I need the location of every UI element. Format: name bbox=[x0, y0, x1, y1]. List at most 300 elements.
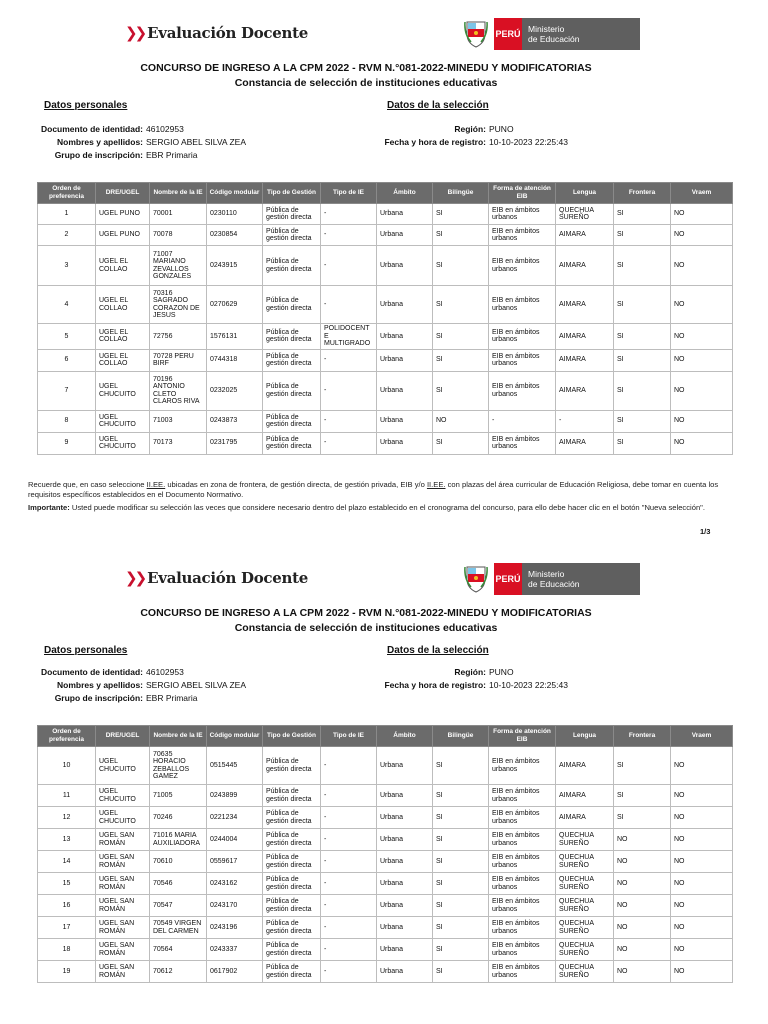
selection-data-heading: Datos de la selección bbox=[387, 645, 489, 656]
cell-language: AIMARA bbox=[556, 785, 614, 807]
table-row bbox=[38, 807, 733, 829]
cell-bilingual: SI bbox=[433, 851, 489, 873]
cell-order: 3 bbox=[38, 246, 96, 286]
cell-modular-code: 0243899 bbox=[207, 785, 263, 807]
cell-border: SI bbox=[614, 286, 671, 324]
cell-ie-name: 70196 ANTONIO CLETO CLAROS RIVA bbox=[150, 371, 207, 410]
selection-data-heading: Datos de la selección bbox=[387, 100, 489, 111]
cell-ie-name: 70612 bbox=[150, 961, 207, 983]
column-header-bilingual: Bilingüe bbox=[433, 726, 489, 747]
reminder-note: Recuerde que, en caso seleccione II.EE. ubicadas en zona de frontera, de gestión directa, de gestión privada, EIB y/o II.EE. con plazas del área curricular de Educación Religiosa, debe tomar en cuenta los requisitos específicos establecidos en el Documento Normativo. bbox=[28, 480, 719, 499]
cell-language: AIMARA bbox=[556, 371, 614, 410]
cell-management-type: Pública de gestión directa bbox=[263, 939, 321, 961]
cell-vraem: NO bbox=[671, 917, 733, 939]
cell-eib-form: EIB en ámbitos urbanos bbox=[489, 939, 556, 961]
cell-dre-ugel: UGEL SAN ROMÁN bbox=[96, 939, 150, 961]
cell-vraem: NO bbox=[671, 204, 733, 225]
cell-ie-type: - bbox=[321, 349, 377, 371]
column-header-ie-type: Tipo de IE bbox=[321, 183, 377, 204]
column-header-vraem: Vraem bbox=[671, 726, 733, 747]
cell-bilingual: SI bbox=[433, 349, 489, 371]
cell-language: - bbox=[556, 410, 614, 432]
cell-vraem: NO bbox=[671, 807, 733, 829]
cell-ie-name: 70316 SAGRADO CORAZON DE JESUS bbox=[150, 286, 207, 324]
cell-management-type: Pública de gestión directa bbox=[263, 785, 321, 807]
cell-border: NO bbox=[614, 873, 671, 895]
cell-ie-name: 71005 bbox=[150, 785, 207, 807]
cell-ie-type: - bbox=[321, 873, 377, 895]
cell-ie-type: - bbox=[321, 286, 377, 324]
cell-border: SI bbox=[614, 432, 671, 454]
cell-bilingual: SI bbox=[433, 873, 489, 895]
cell-bilingual: SI bbox=[433, 807, 489, 829]
page-header bbox=[0, 563, 768, 597]
table-row bbox=[38, 785, 733, 807]
cell-border: NO bbox=[614, 917, 671, 939]
cell-scope: Urbana bbox=[377, 204, 433, 225]
cell-modular-code: 0243337 bbox=[207, 939, 263, 961]
cell-eib-form: EIB en ámbitos urbanos bbox=[489, 324, 556, 350]
cell-border: SI bbox=[614, 807, 671, 829]
cell-modular-code: 0231795 bbox=[207, 432, 263, 454]
table-header-row bbox=[38, 183, 733, 204]
cell-order: 19 bbox=[38, 961, 96, 983]
cell-border: SI bbox=[614, 785, 671, 807]
cell-vraem: NO bbox=[671, 410, 733, 432]
cell-dre-ugel: UGEL EL COLLAO bbox=[96, 286, 150, 324]
cell-order: 4 bbox=[38, 286, 96, 324]
registration-date-field: Fecha y hora de registro: 10-10-2023 22:25:43 bbox=[384, 680, 568, 690]
table-row bbox=[38, 225, 733, 246]
cell-dre-ugel: UGEL CHUCUITO bbox=[96, 785, 150, 807]
cell-dre-ugel: UGEL SAN ROMÁN bbox=[96, 851, 150, 873]
cell-bilingual: SI bbox=[433, 829, 489, 851]
cell-eib-form: EIB en ámbitos urbanos bbox=[489, 747, 556, 785]
minedu-logo bbox=[462, 18, 640, 50]
brand-logo: ❯❯ Evaluación Docente bbox=[125, 569, 308, 587]
cell-ie-name: 70173 bbox=[150, 432, 207, 454]
cell-management-type: Pública de gestión directa bbox=[263, 286, 321, 324]
cell-eib-form: EIB en ámbitos urbanos bbox=[489, 829, 556, 851]
cell-management-type: Pública de gestión directa bbox=[263, 225, 321, 246]
column-header-dre-ugel: DRE/UGEL bbox=[96, 183, 150, 204]
personal-data-heading: Datos personales bbox=[44, 645, 128, 656]
cell-order: 12 bbox=[38, 807, 96, 829]
cell-bilingual: SI bbox=[433, 432, 489, 454]
cell-management-type: Pública de gestión directa bbox=[263, 961, 321, 983]
cell-ie-name: 71003 bbox=[150, 410, 207, 432]
table-row bbox=[38, 873, 733, 895]
cell-dre-ugel: UGEL EL COLLAO bbox=[96, 349, 150, 371]
cell-border: SI bbox=[614, 349, 671, 371]
minedu-logo bbox=[462, 563, 640, 595]
cell-language: AIMARA bbox=[556, 349, 614, 371]
cell-order: 8 bbox=[38, 410, 96, 432]
cell-border: NO bbox=[614, 961, 671, 983]
cell-order: 13 bbox=[38, 829, 96, 851]
cell-language: QUECHUA SUREÑO bbox=[556, 829, 614, 851]
cell-bilingual: SI bbox=[433, 324, 489, 350]
cell-language: QUECHUA SUREÑO bbox=[556, 851, 614, 873]
column-header-order: Orden de preferencia bbox=[38, 183, 96, 204]
page-number: 1/3 bbox=[700, 527, 711, 536]
cell-order: 10 bbox=[38, 747, 96, 785]
cell-scope: Urbana bbox=[377, 917, 433, 939]
group-field: Grupo de inscripción: EBR Primaria bbox=[54, 150, 198, 160]
cell-eib-form: EIB en ámbitos urbanos bbox=[489, 807, 556, 829]
region-field: Región: PUNO bbox=[454, 667, 514, 677]
cell-bilingual: SI bbox=[433, 747, 489, 785]
cell-vraem: NO bbox=[671, 851, 733, 873]
cell-eib-form: EIB en ámbitos urbanos bbox=[489, 349, 556, 371]
cell-scope: Urbana bbox=[377, 961, 433, 983]
cell-order: 11 bbox=[38, 785, 96, 807]
cell-vraem: NO bbox=[671, 747, 733, 785]
cell-border: NO bbox=[614, 895, 671, 917]
cell-ie-name: 71016 MARIA AUXILIADORA bbox=[150, 829, 207, 851]
table-row bbox=[38, 917, 733, 939]
cell-vraem: NO bbox=[671, 371, 733, 410]
cell-eib-form: EIB en ámbitos urbanos bbox=[489, 371, 556, 410]
cell-vraem: NO bbox=[671, 873, 733, 895]
table-row bbox=[38, 747, 733, 785]
group-field: Grupo de inscripción: EBR Primaria bbox=[54, 693, 198, 703]
table-row bbox=[38, 324, 733, 350]
cell-modular-code: 0232025 bbox=[207, 371, 263, 410]
column-header-border: Frontera bbox=[614, 183, 671, 204]
cell-modular-code: 0243162 bbox=[207, 873, 263, 895]
column-header-order: Orden de preferencia bbox=[38, 726, 96, 747]
cell-modular-code: 0270629 bbox=[207, 286, 263, 324]
cell-management-type: Pública de gestión directa bbox=[263, 807, 321, 829]
cell-eib-form: EIB en ámbitos urbanos bbox=[489, 851, 556, 873]
cell-scope: Urbana bbox=[377, 225, 433, 246]
cell-scope: Urbana bbox=[377, 939, 433, 961]
column-header-eib-form: Forma de atención EIB bbox=[489, 726, 556, 747]
cell-modular-code: 0559617 bbox=[207, 851, 263, 873]
cell-eib-form: EIB en ámbitos urbanos bbox=[489, 225, 556, 246]
cell-scope: Urbana bbox=[377, 829, 433, 851]
table-row bbox=[38, 432, 733, 454]
column-header-bilingual: Bilingüe bbox=[433, 183, 489, 204]
cell-management-type: Pública de gestión directa bbox=[263, 895, 321, 917]
cell-eib-form: EIB en ámbitos urbanos bbox=[489, 917, 556, 939]
cell-vraem: NO bbox=[671, 324, 733, 350]
peru-label: PERÚ bbox=[494, 563, 522, 595]
cell-border: SI bbox=[614, 410, 671, 432]
cell-order: 9 bbox=[38, 432, 96, 454]
cell-bilingual: SI bbox=[433, 917, 489, 939]
cell-ie-type: - bbox=[321, 785, 377, 807]
document-subtitle: Constancia de selección de instituciones educativas bbox=[234, 77, 498, 89]
cell-language: QUECHUA SUREÑO bbox=[556, 895, 614, 917]
cell-management-type: Pública de gestión directa bbox=[263, 371, 321, 410]
column-header-dre-ugel: DRE/UGEL bbox=[96, 726, 150, 747]
cell-language: AIMARA bbox=[556, 246, 614, 286]
cell-modular-code: 0221234 bbox=[207, 807, 263, 829]
cell-ie-name: 72756 bbox=[150, 324, 207, 350]
cell-scope: Urbana bbox=[377, 747, 433, 785]
cell-ie-type: - bbox=[321, 204, 377, 225]
table-row bbox=[38, 349, 733, 371]
document-title: CONCURSO DE INGRESO A LA CPM 2022 - RVM N.°081-2022-MINEDU Y MODIFICATORIAS bbox=[140, 607, 592, 619]
doc-id-field: Documento de identidad: 46102953 bbox=[41, 667, 184, 677]
cell-language: QUECHUA SUREÑO bbox=[556, 961, 614, 983]
cell-language: AIMARA bbox=[556, 747, 614, 785]
cell-border: NO bbox=[614, 939, 671, 961]
cell-ie-type: - bbox=[321, 432, 377, 454]
cell-bilingual: SI bbox=[433, 785, 489, 807]
cell-bilingual: SI bbox=[433, 939, 489, 961]
column-header-modular-code: Código modular bbox=[207, 183, 263, 204]
cell-dre-ugel: UGEL SAN ROMÁN bbox=[96, 829, 150, 851]
cell-dre-ugel: UGEL SAN ROMÁN bbox=[96, 961, 150, 983]
cell-ie-name: 70546 bbox=[150, 873, 207, 895]
cell-vraem: NO bbox=[671, 432, 733, 454]
cell-dre-ugel: UGEL CHUCUITO bbox=[96, 410, 150, 432]
cell-bilingual: SI bbox=[433, 225, 489, 246]
cell-dre-ugel: UGEL SAN ROMÁN bbox=[96, 895, 150, 917]
column-header-management-type: Tipo de Gestión bbox=[263, 726, 321, 747]
cell-language: QUECHUA SUREÑO bbox=[556, 939, 614, 961]
table-row bbox=[38, 851, 733, 873]
peru-coat-of-arms-icon bbox=[462, 18, 490, 50]
selection-table bbox=[37, 725, 733, 983]
cell-order: 18 bbox=[38, 939, 96, 961]
cell-management-type: Pública de gestión directa bbox=[263, 851, 321, 873]
cell-ie-name: 70547 bbox=[150, 895, 207, 917]
cell-modular-code: 0243196 bbox=[207, 917, 263, 939]
cell-language: AIMARA bbox=[556, 286, 614, 324]
cell-eib-form: EIB en ámbitos urbanos bbox=[489, 785, 556, 807]
cell-management-type: Pública de gestión directa bbox=[263, 873, 321, 895]
cell-language: AIMARA bbox=[556, 807, 614, 829]
cell-ie-name: 70564 bbox=[150, 939, 207, 961]
cell-order: 14 bbox=[38, 851, 96, 873]
cell-management-type: Pública de gestión directa bbox=[263, 410, 321, 432]
cell-scope: Urbana bbox=[377, 895, 433, 917]
table-row bbox=[38, 410, 733, 432]
cell-language: AIMARA bbox=[556, 432, 614, 454]
table-row bbox=[38, 246, 733, 286]
cell-management-type: Pública de gestión directa bbox=[263, 747, 321, 785]
column-header-management-type: Tipo de Gestión bbox=[263, 183, 321, 204]
cell-modular-code: 0244004 bbox=[207, 829, 263, 851]
cell-border: SI bbox=[614, 246, 671, 286]
cell-bilingual: SI bbox=[433, 895, 489, 917]
cell-scope: Urbana bbox=[377, 246, 433, 286]
cell-ie-type: - bbox=[321, 939, 377, 961]
column-header-language: Lengua bbox=[556, 183, 614, 204]
cell-eib-form: - bbox=[489, 410, 556, 432]
cell-order: 6 bbox=[38, 349, 96, 371]
cell-ie-name: 70610 bbox=[150, 851, 207, 873]
column-header-ie-type: Tipo de IE bbox=[321, 726, 377, 747]
table-row bbox=[38, 829, 733, 851]
registration-date-field: Fecha y hora de registro: 10-10-2023 22:25:43 bbox=[384, 137, 568, 147]
document-title: CONCURSO DE INGRESO A LA CPM 2022 - RVM N.°081-2022-MINEDU Y MODIFICATORIAS bbox=[140, 62, 592, 74]
cell-ie-type: - bbox=[321, 829, 377, 851]
cell-order: 1 bbox=[38, 204, 96, 225]
cell-border: SI bbox=[614, 225, 671, 246]
cell-eib-form: EIB en ámbitos urbanos bbox=[489, 432, 556, 454]
cell-management-type: Pública de gestión directa bbox=[263, 349, 321, 371]
cell-ie-type: - bbox=[321, 747, 377, 785]
cell-order: 17 bbox=[38, 917, 96, 939]
cell-eib-form: EIB en ámbitos urbanos bbox=[489, 246, 556, 286]
cell-dre-ugel: UGEL CHUCUITO bbox=[96, 371, 150, 410]
cell-order: 5 bbox=[38, 324, 96, 350]
cell-ie-name: 70078 bbox=[150, 225, 207, 246]
cell-eib-form: EIB en ámbitos urbanos bbox=[489, 961, 556, 983]
column-header-ie-name: Nombre de la IE bbox=[150, 183, 207, 204]
cell-dre-ugel: UGEL PUNO bbox=[96, 225, 150, 246]
name-field: Nombres y apellidos: SERGIO ABEL SILVA ZEA bbox=[57, 680, 246, 690]
cell-dre-ugel: UGEL EL COLLAO bbox=[96, 246, 150, 286]
column-header-language: Lengua bbox=[556, 726, 614, 747]
cell-modular-code: 0243170 bbox=[207, 895, 263, 917]
doc-id-field: Documento de identidad: 46102953 bbox=[41, 124, 184, 134]
cell-order: 2 bbox=[38, 225, 96, 246]
cell-border: SI bbox=[614, 324, 671, 350]
cell-management-type: Pública de gestión directa bbox=[263, 204, 321, 225]
cell-vraem: NO bbox=[671, 785, 733, 807]
cell-vraem: NO bbox=[671, 246, 733, 286]
cell-ie-name: 70246 bbox=[150, 807, 207, 829]
cell-modular-code: 1576131 bbox=[207, 324, 263, 350]
cell-ie-type: - bbox=[321, 917, 377, 939]
cell-border: SI bbox=[614, 747, 671, 785]
region-field: Región: PUNO bbox=[454, 124, 514, 134]
cell-vraem: NO bbox=[671, 286, 733, 324]
cell-vraem: NO bbox=[671, 939, 733, 961]
column-header-vraem: Vraem bbox=[671, 183, 733, 204]
page-header bbox=[0, 18, 768, 52]
cell-ie-name: 70728 PERU BIRF bbox=[150, 349, 207, 371]
table-row bbox=[38, 371, 733, 410]
cell-dre-ugel: UGEL CHUCUITO bbox=[96, 747, 150, 785]
cell-modular-code: 0230110 bbox=[207, 204, 263, 225]
cell-ie-type: - bbox=[321, 851, 377, 873]
cell-scope: Urbana bbox=[377, 873, 433, 895]
cell-ie-type: POLIDOCENTE MULTIGRADO bbox=[321, 324, 377, 350]
cell-ie-type: - bbox=[321, 410, 377, 432]
cell-language: QUECHUA SUREÑO bbox=[556, 917, 614, 939]
cell-dre-ugel: UGEL EL COLLAO bbox=[96, 324, 150, 350]
cell-scope: Urbana bbox=[377, 785, 433, 807]
cell-ie-name: 70549 VIRGEN DEL CARMEN bbox=[150, 917, 207, 939]
cell-dre-ugel: UGEL CHUCUITO bbox=[96, 807, 150, 829]
cell-ie-type: - bbox=[321, 371, 377, 410]
table-row bbox=[38, 286, 733, 324]
cell-eib-form: EIB en ámbitos urbanos bbox=[489, 895, 556, 917]
cell-vraem: NO bbox=[671, 829, 733, 851]
table-row bbox=[38, 204, 733, 225]
cell-modular-code: 0243873 bbox=[207, 410, 263, 432]
document-subtitle: Constancia de selección de instituciones educativas bbox=[234, 622, 498, 634]
cell-bilingual: SI bbox=[433, 961, 489, 983]
selection-table bbox=[37, 182, 733, 455]
cell-management-type: Pública de gestión directa bbox=[263, 324, 321, 350]
cell-scope: Urbana bbox=[377, 807, 433, 829]
peru-coat-of-arms-icon bbox=[462, 563, 490, 595]
cell-scope: Urbana bbox=[377, 851, 433, 873]
column-header-eib-form: Forma de atención EIB bbox=[489, 183, 556, 204]
document-page-2 bbox=[0, 545, 768, 1024]
ministry-label: Ministerio de Educación bbox=[522, 18, 640, 50]
cell-vraem: NO bbox=[671, 895, 733, 917]
cell-order: 15 bbox=[38, 873, 96, 895]
cell-language: AIMARA bbox=[556, 324, 614, 350]
cell-ie-type: - bbox=[321, 895, 377, 917]
column-header-ie-name: Nombre de la IE bbox=[150, 726, 207, 747]
name-field: Nombres y apellidos: SERGIO ABEL SILVA ZEA bbox=[57, 137, 246, 147]
cell-dre-ugel: UGEL CHUCUITO bbox=[96, 432, 150, 454]
cell-dre-ugel: UGEL PUNO bbox=[96, 204, 150, 225]
cell-modular-code: 0617902 bbox=[207, 961, 263, 983]
cell-order: 7 bbox=[38, 371, 96, 410]
cell-ie-type: - bbox=[321, 961, 377, 983]
cell-border: SI bbox=[614, 371, 671, 410]
cell-modular-code: 0744318 bbox=[207, 349, 263, 371]
cell-management-type: Pública de gestión directa bbox=[263, 829, 321, 851]
cell-scope: Urbana bbox=[377, 349, 433, 371]
cell-modular-code: 0515445 bbox=[207, 747, 263, 785]
cell-language: AIMARA bbox=[556, 225, 614, 246]
cell-ie-name: 70635 HORACIO ZEBALLOS GAMEZ bbox=[150, 747, 207, 785]
cell-border: NO bbox=[614, 851, 671, 873]
cell-bilingual: SI bbox=[433, 286, 489, 324]
cell-eib-form: EIB en ámbitos urbanos bbox=[489, 873, 556, 895]
cell-vraem: NO bbox=[671, 225, 733, 246]
cell-management-type: Pública de gestión directa bbox=[263, 917, 321, 939]
table-row bbox=[38, 939, 733, 961]
cell-scope: Urbana bbox=[377, 286, 433, 324]
cell-ie-type: - bbox=[321, 225, 377, 246]
important-note: Importante: Usted puede modificar su selección las veces que considere necesario dentro del plazo establecido en el cronograma del concurso, para ello debe hacer clic en el botón "Nueva selección". bbox=[28, 503, 705, 512]
cell-vraem: NO bbox=[671, 349, 733, 371]
cell-scope: Urbana bbox=[377, 410, 433, 432]
cell-language: QUECHUA SUREÑO bbox=[556, 873, 614, 895]
cell-vraem: NO bbox=[671, 961, 733, 983]
cell-language: QUECHUA SUREÑO bbox=[556, 204, 614, 225]
cell-ie-name: 70001 bbox=[150, 204, 207, 225]
cell-ie-type: - bbox=[321, 807, 377, 829]
personal-data-heading: Datos personales bbox=[44, 100, 128, 111]
cell-modular-code: 0243915 bbox=[207, 246, 263, 286]
cell-order: 16 bbox=[38, 895, 96, 917]
cell-eib-form: EIB en ámbitos urbanos bbox=[489, 204, 556, 225]
cell-ie-type: - bbox=[321, 246, 377, 286]
cell-management-type: Pública de gestión directa bbox=[263, 432, 321, 454]
column-header-modular-code: Código modular bbox=[207, 726, 263, 747]
cell-bilingual: SI bbox=[433, 204, 489, 225]
cell-scope: Urbana bbox=[377, 371, 433, 410]
cell-dre-ugel: UGEL SAN ROMÁN bbox=[96, 917, 150, 939]
table-header-row bbox=[38, 726, 733, 747]
table-row bbox=[38, 895, 733, 917]
brand-logo: ❯❯ Evaluación Docente bbox=[125, 24, 308, 42]
cell-scope: Urbana bbox=[377, 324, 433, 350]
cell-scope: Urbana bbox=[377, 432, 433, 454]
column-header-scope: Ámbito bbox=[377, 183, 433, 204]
ministry-label: Ministerio de Educación bbox=[522, 563, 640, 595]
cell-dre-ugel: UGEL SAN ROMÁN bbox=[96, 873, 150, 895]
cell-bilingual: SI bbox=[433, 371, 489, 410]
cell-border: SI bbox=[614, 204, 671, 225]
cell-management-type: Pública de gestión directa bbox=[263, 246, 321, 286]
peru-label: PERÚ bbox=[494, 18, 522, 50]
